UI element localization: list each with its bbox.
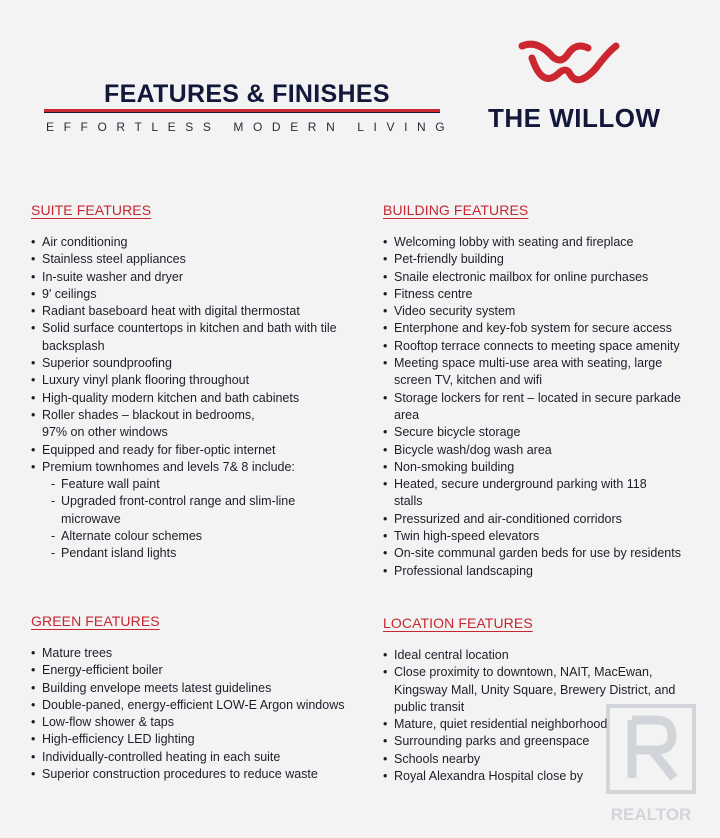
sub-list-item: - Feature wall paint <box>31 476 361 493</box>
list-item: • Surrounding parks and greenspace <box>383 733 703 750</box>
realtor-r-icon <box>608 706 694 792</box>
list-item: • Bicycle wash/dog wash area <box>383 442 703 459</box>
sub-list-item: - Upgraded front-control range and slim-line microwave <box>31 493 361 528</box>
list-item: • Luxury vinyl plank flooring throughout <box>31 372 361 389</box>
list-item: • High-quality modern kitchen and bath cabinets <box>31 390 361 407</box>
list-item: • Storage lockers for rent – located in secure parkade area <box>383 390 703 425</box>
list-item: • Schools nearby <box>383 751 703 768</box>
sub-list-item: - Alternate colour schemes <box>31 528 361 545</box>
list-item: • 9' ceilings <box>31 286 361 303</box>
list-item: • Mature trees <box>31 645 361 662</box>
building-features-section <box>383 202 703 580</box>
list-item: • Video security system <box>383 303 703 320</box>
list-item: • Air conditioning <box>31 234 361 251</box>
list-item: • Roller shades – blackout in bedrooms, 97% on other windows <box>31 407 361 442</box>
list-item: • On-site communal garden beds for use by residents <box>383 545 703 562</box>
list-item: • In-suite washer and dryer <box>31 269 361 286</box>
realtor-text: REALTOR <box>610 805 692 824</box>
list-item: • Twin high-speed elevators <box>383 528 703 545</box>
list-item: • Meeting space multi-use area with seating, large screen TV, kitchen and wifi <box>383 355 703 390</box>
list-item: • Heated, secure underground parking with 118 stalls <box>383 476 703 511</box>
brand-name: THE WILLOW <box>488 103 661 133</box>
list-item: • Superior construction procedures to reduce waste <box>31 766 361 783</box>
tagline: EFFORTLESS MODERN LIVING <box>46 120 455 134</box>
list-item: • Ideal central location <box>383 647 703 664</box>
list-item: • High-efficiency LED lighting <box>31 731 361 748</box>
list-item: • Mature, quiet residential neighborhood <box>383 716 703 733</box>
list-item: • Building envelope meets latest guidelines <box>31 680 361 697</box>
list-item: • Low-flow shower & taps <box>31 714 361 731</box>
list-item: • Welcoming lobby with seating and fireplace <box>383 234 703 251</box>
list-item: • Fitness centre <box>383 286 703 303</box>
suite-features-heading: SUITE FEATURES <box>31 202 152 218</box>
title-underline <box>44 109 440 113</box>
list-item: • Pressurized and air-conditioned corridors <box>383 511 703 528</box>
list-item: • Close proximity to downtown, NAIT, MacEwan, Kingsway Mall, Unity Square, Brewery District, and public transit <box>383 664 703 716</box>
green-features-section <box>31 613 361 783</box>
willow-logo-icon <box>516 38 620 90</box>
list-item: • Individually-controlled heating in each suite <box>31 749 361 766</box>
list-item: • Premium townhomes and levels 7& 8 include: <box>31 459 361 476</box>
page-title: FEATURES & FINISHES <box>104 80 390 108</box>
suite-features-section <box>31 202 361 563</box>
list-item: • Energy-efficient boiler <box>31 662 361 679</box>
list-item: • Superior soundproofing <box>31 355 361 372</box>
list-item: • Double-paned, energy-efficient LOW-E Argon windows <box>31 697 361 714</box>
sub-list-item: - Pendant island lights <box>31 545 361 562</box>
green-features-heading: GREEN FEATURES <box>31 613 160 629</box>
list-item: • Pet-friendly building <box>383 251 703 268</box>
list-item: • Secure bicycle storage <box>383 424 703 441</box>
realtor-watermark <box>600 702 702 832</box>
list-item: • Snaile electronic mailbox for online purchases <box>383 269 703 286</box>
location-features-heading: LOCATION FEATURES <box>383 615 533 631</box>
list-item: • Radiant baseboard heat with digital thermostat <box>31 303 361 320</box>
list-item: • Equipped and ready for fiber-optic internet <box>31 442 361 459</box>
list-item: • Royal Alexandra Hospital close by <box>383 768 703 785</box>
list-item: • Stainless steel appliances <box>31 251 361 268</box>
list-item: • Enterphone and key-fob system for secure access <box>383 320 703 337</box>
list-item: • Solid surface countertops in kitchen and bath with tile backsplash <box>31 320 361 355</box>
list-item: • Professional landscaping <box>383 563 703 580</box>
list-item: • Rooftop terrace connects to meeting space amenity <box>383 338 703 355</box>
building-features-heading: BUILDING FEATURES <box>383 202 529 218</box>
list-item: • Non-smoking building <box>383 459 703 476</box>
